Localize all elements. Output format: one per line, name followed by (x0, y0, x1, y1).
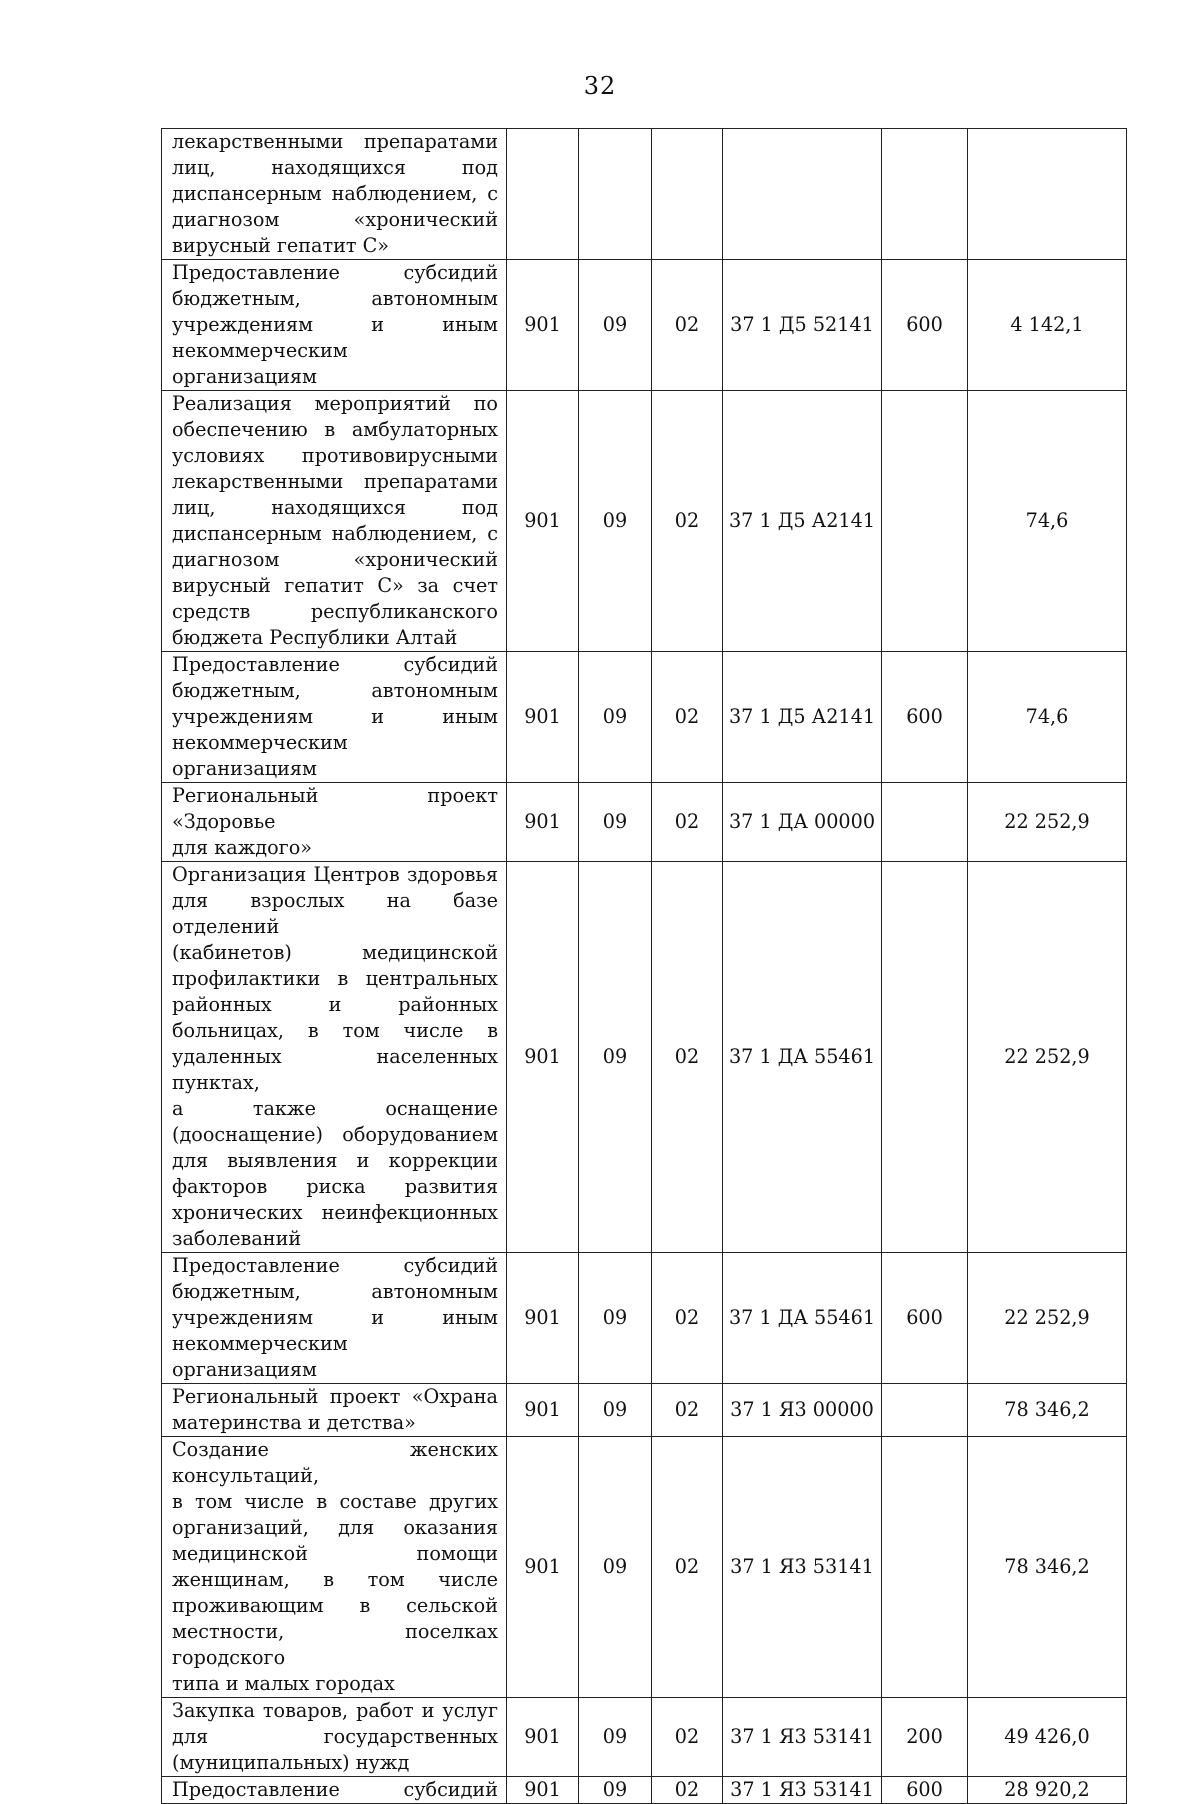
cell-target-article: 37 1 Я3 53141 (723, 1777, 882, 1804)
cell-section: 09 (579, 652, 652, 783)
cell-expense-type (882, 1437, 968, 1698)
cell-admin-code: 901 (507, 783, 579, 862)
cell-admin-code: 901 (507, 391, 579, 652)
table-row (162, 1777, 1127, 1804)
cell-expense-type (882, 783, 968, 862)
cell-section: 09 (579, 1777, 652, 1804)
table-row (162, 129, 1127, 260)
description-line: для взрослых на базе отделений (172, 889, 498, 938)
description-line: лиц, находящихся под (172, 496, 498, 519)
description-line: Предоставление субсидий (172, 1778, 498, 1801)
description-line: бюджетным, автономным (172, 679, 498, 702)
cell-target-article: 37 1 ДА 00000 (723, 783, 882, 862)
table-row (162, 1437, 1127, 1698)
table-row (162, 862, 1127, 1253)
description-line: некоммерческим организациям (172, 731, 348, 780)
cell-expense-type: 600 (882, 260, 968, 391)
description-line: средств республиканского (172, 600, 498, 623)
cell-description (162, 1384, 507, 1437)
cell-amount: 28 920,2 (968, 1777, 1127, 1804)
table-row (162, 260, 1127, 391)
description-line: учреждениям и иным (172, 1306, 498, 1329)
cell-expense-type: 600 (882, 1253, 968, 1384)
cell-description (162, 1777, 507, 1804)
description-line: в том числе в составе других (172, 1490, 498, 1513)
cell-section: 09 (579, 783, 652, 862)
cell-amount: 22 252,9 (968, 862, 1127, 1253)
cell-admin-code (507, 129, 579, 260)
cell-amount: 4 142,1 (968, 260, 1127, 391)
cell-subsection: 02 (652, 391, 723, 652)
table-row (162, 652, 1127, 783)
cell-amount: 74,6 (968, 652, 1127, 783)
cell-subsection: 02 (652, 862, 723, 1253)
cell-amount: 22 252,9 (968, 783, 1127, 862)
cell-subsection (652, 129, 723, 260)
description-line: типа и малых городах (172, 1672, 395, 1695)
cell-expense-type (882, 862, 968, 1253)
description-line: учреждениям и иным (172, 705, 498, 728)
description-line: для выявления и коррекции (172, 1149, 498, 1172)
budget-table (161, 128, 1127, 1804)
page-number: 32 (583, 72, 617, 100)
cell-subsection: 02 (652, 1777, 723, 1804)
cell-target-article: 37 1 Д5 52141 (723, 260, 882, 391)
cell-expense-type: 600 (882, 652, 968, 783)
description-line: Реализация мероприятий по (172, 392, 498, 415)
cell-amount: 74,6 (968, 391, 1127, 652)
description-line: а также оснащение (172, 1097, 498, 1120)
description-line: бюджетным, автономным (172, 287, 498, 310)
cell-admin-code: 901 (507, 260, 579, 391)
table-row (162, 1698, 1127, 1777)
description-line: бюджетным, автономным (172, 1280, 498, 1303)
cell-subsection: 02 (652, 652, 723, 783)
cell-target-article: 37 1 Д5 А2141 (723, 652, 882, 783)
budget-table-body (162, 129, 1127, 1804)
cell-expense-type (882, 129, 968, 260)
cell-section: 09 (579, 391, 652, 652)
cell-admin-code: 901 (507, 1698, 579, 1777)
description-line: условиях противовирусными (172, 444, 498, 467)
cell-description (162, 783, 507, 862)
cell-target-article: 37 1 Я3 53141 (723, 1437, 882, 1698)
cell-target-article: 37 1 Я3 53141 (723, 1698, 882, 1777)
description-line: организаций, для оказания (172, 1516, 498, 1539)
cell-target-article: 37 1 ДА 55461 (723, 862, 882, 1253)
cell-subsection: 02 (652, 1437, 723, 1698)
cell-admin-code: 901 (507, 1384, 579, 1437)
description-line: лекарственными препаратами (172, 130, 498, 153)
description-line: лиц, находящихся под (172, 156, 498, 179)
description-line: проживающим в сельской (172, 1594, 498, 1617)
cell-description (162, 862, 507, 1253)
cell-section: 09 (579, 1698, 652, 1777)
cell-subsection: 02 (652, 1253, 723, 1384)
cell-subsection: 02 (652, 260, 723, 391)
cell-admin-code: 901 (507, 1437, 579, 1698)
description-line: вирусный гепатит С» (172, 234, 390, 257)
description-line: Региональный проект «Охрана (172, 1385, 498, 1408)
cell-section: 09 (579, 862, 652, 1253)
description-line: диагнозом «хронический (172, 208, 498, 231)
description-line: факторов риска развития (172, 1175, 498, 1198)
cell-admin-code: 901 (507, 1777, 579, 1804)
cell-admin-code: 901 (507, 862, 579, 1253)
cell-amount: 49 426,0 (968, 1698, 1127, 1777)
description-line: лекарственными препаратами (172, 470, 498, 493)
cell-section: 09 (579, 1253, 652, 1384)
cell-admin-code: 901 (507, 1253, 579, 1384)
description-line: хронических неинфекционных (172, 1201, 498, 1224)
description-line: диагнозом «хронический (172, 548, 498, 571)
cell-target-article: 37 1 ДА 55461 (723, 1253, 882, 1384)
cell-admin-code: 901 (507, 652, 579, 783)
cell-target-article: 37 1 Я3 00000 (723, 1384, 882, 1437)
description-line: заболеваний (172, 1227, 302, 1250)
cell-description (162, 260, 507, 391)
table-row (162, 1384, 1127, 1437)
cell-section: 09 (579, 1384, 652, 1437)
description-line: местности, поселках городского (172, 1620, 498, 1669)
cell-amount: 78 346,2 (968, 1437, 1127, 1698)
cell-description (162, 1437, 507, 1698)
description-line: вирусный гепатит С» за счет (172, 574, 498, 597)
description-line: (кабинетов) медицинской (172, 941, 498, 964)
cell-target-article (723, 129, 882, 260)
cell-expense-type (882, 1384, 968, 1437)
cell-description (162, 1698, 507, 1777)
cell-expense-type: 600 (882, 1777, 968, 1804)
description-line: Организация Центров здоровья (172, 863, 498, 886)
description-line: Закупка товаров, работ и услуг (172, 1699, 498, 1722)
description-line: некоммерческим организациям (172, 1332, 348, 1381)
description-line: удаленных населенных пунктах, (172, 1045, 498, 1094)
description-line: Региональный проект «Здоровье (172, 784, 498, 833)
cell-description (162, 391, 507, 652)
cell-amount (968, 129, 1127, 260)
description-line: учреждениям и иным (172, 313, 498, 336)
cell-expense-type: 200 (882, 1698, 968, 1777)
description-line: (муниципальных) нужд (172, 1751, 410, 1774)
table-row (162, 783, 1127, 862)
cell-expense-type (882, 391, 968, 652)
description-line: профилактики в центральных (172, 967, 498, 990)
description-line: (дооснащение) оборудованием (172, 1123, 498, 1146)
description-line: Предоставление субсидий (172, 1254, 498, 1277)
description-line: для каждого» (172, 836, 312, 859)
cell-section: 09 (579, 1437, 652, 1698)
description-line: бюджета Республики Алтай (172, 626, 458, 649)
description-line: Предоставление субсидий (172, 261, 498, 284)
cell-subsection: 02 (652, 1384, 723, 1437)
description-line: Предоставление субсидий (172, 653, 498, 676)
cell-section: 09 (579, 260, 652, 391)
cell-description (162, 129, 507, 260)
description-line: медицинской помощи (172, 1542, 498, 1565)
description-line: обеспечению в амбулаторных (172, 418, 498, 441)
description-line: больницах, в том числе в (172, 1019, 498, 1042)
cell-description (162, 652, 507, 783)
cell-description (162, 1253, 507, 1384)
cell-amount: 22 252,9 (968, 1253, 1127, 1384)
description-line: для государственных (172, 1725, 498, 1748)
table-row (162, 1253, 1127, 1384)
description-line: Создание женских консультаций, (172, 1438, 498, 1487)
cell-subsection: 02 (652, 1698, 723, 1777)
description-line: диспансерным наблюдением, с (172, 522, 498, 545)
cell-amount: 78 346,2 (968, 1384, 1127, 1437)
description-line: районных и районных (172, 993, 498, 1016)
description-line: материнства и детства» (172, 1411, 416, 1434)
description-line: женщинам, в том числе (172, 1568, 498, 1591)
cell-section (579, 129, 652, 260)
description-line: некоммерческим организациям (172, 339, 348, 388)
cell-target-article: 37 1 Д5 А2141 (723, 391, 882, 652)
description-line: диспансерным наблюдением, с (172, 182, 498, 205)
table-row (162, 391, 1127, 652)
cell-subsection: 02 (652, 783, 723, 862)
